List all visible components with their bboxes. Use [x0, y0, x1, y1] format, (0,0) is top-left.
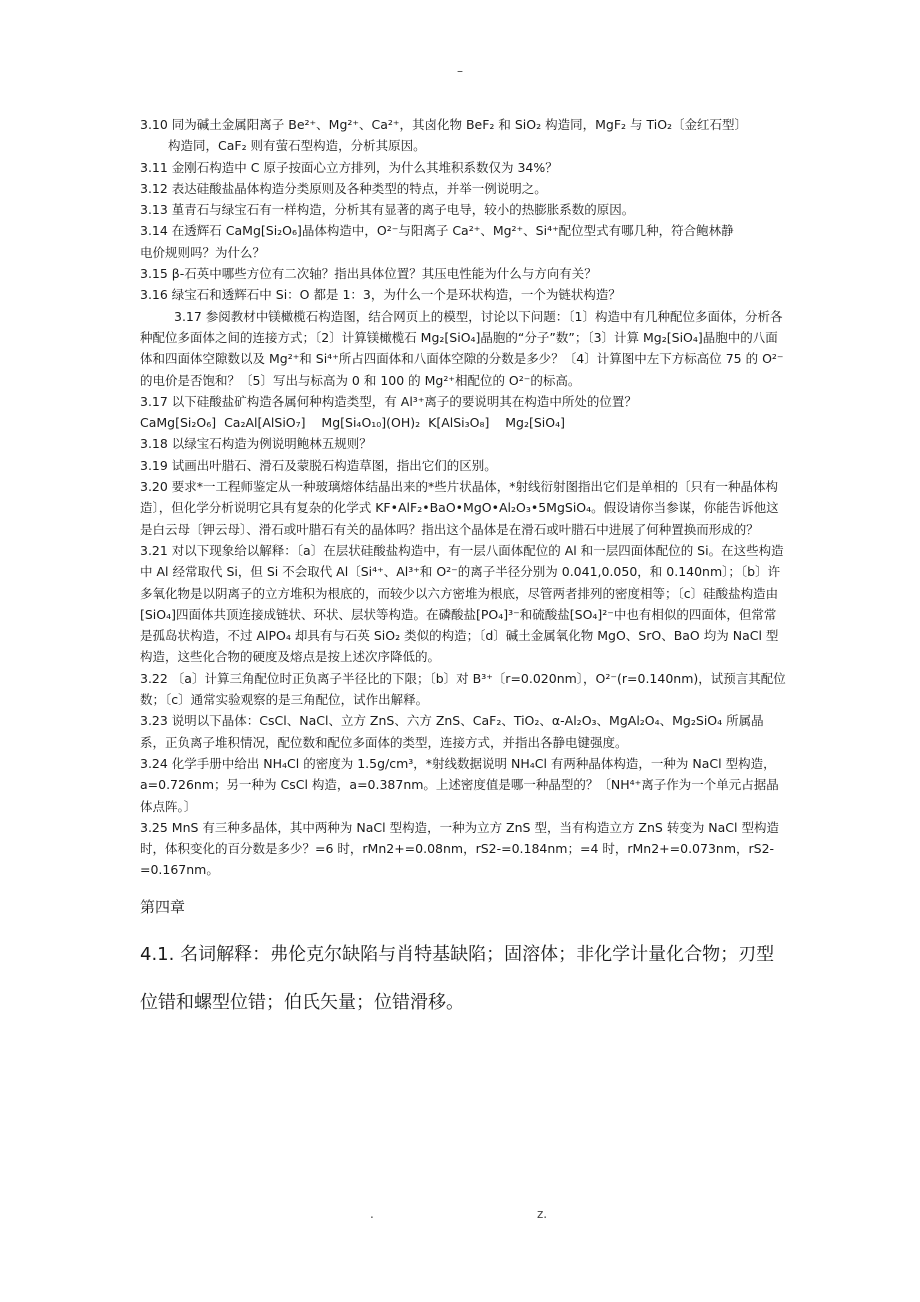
question-3-21: 3.21 对以下现象给以解释：〔a〕在层状硅酸盐构造中，有一层八面体配位的 Al 和一层四面体配位的 Si。在这些构造中 Al 经常取代 Si，但 Si 不会取代 Al〔Si⁴⁺、Al³⁺和 O²⁻的离子半径分别为 0.041,0.050，和 0.140nm〕；〔b〕许多氧化物是以阴离子的立方堆积为根底的，而较少以六方密堆为根底，尽管两者排列的密度相等；〔c〕硅酸盐构造由[SiO₄]四面体共顶连接成链状、环状、层状等构造。在磷酸盐[PO₄]³⁻和硫酸盐[SO₄]²⁻中也有相似的四面体，但常常是孤岛状构造，不过 AlPO₄ 却具有与石英 SiO₂ 类似的构造；〔d〕碱土金属氧化物 MgO、SrO、BaO 均为 NaCl 型构造，这些化合物的硬度及熔点是按上述次序降低的。 [140, 542, 784, 665]
question-3-15: 3.15 β-石英中哪些方位有二次轴？指出具体位置？其压电性能为什么与方向有关？ [140, 266, 597, 282]
question-3-13: 3.13 堇青石与绿宝石有一样构造，分析其有显著的离子电导，较小的热膨胀系数的原因。 [140, 202, 635, 218]
document-body [140, 114, 786, 1027]
question-3-22: 3.22 〔a〕计算三角配位时正负离子半径比的下限；〔b〕对 B³⁺〔r=0.020nm〕，O²⁻(r=0.140nm)，试预言其配位数；〔c〕通常实验观察的是三角配位，试作出解释。 [140, 670, 786, 708]
question-4-1-line-2: 位错和螺型位错；伯氏矢量；位错滑移。 [140, 991, 464, 1013]
chapter-heading: 第四章 [140, 897, 186, 916]
question-3-23: 3.23 说明以下晶体：CsCl、NaCl、立方 ZnS、六方 ZnS、CaF₂、TiO₂、α-Al₂O₃、MgAl₂O₄、Mg₂SiO₄ 所属晶系，正负离子堆积情况，配位数和配位多面体的类型，连接方式，并指出各静电键强度。 [140, 713, 764, 750]
question-3-11: 3.11 金刚石构造中 C 原子按面心立方排列，为什么其堆积系数仅为 34%？ [140, 159, 558, 175]
question-3-19: 3.19 试画出叶腊石、滑石及蒙脱石构造草图，指出它们的区别。 [140, 457, 497, 473]
question-3-20: 3.20 要求*一工程师鉴定从一种玻璃熔体结晶出来的*些片状晶体，*射线衍射图指出它们是单相的〔只有一种晶体构造〕，但化学分析说明它具有复杂的化学式 KF•AlF₂•BaO•MgO•Al₂O₃•5MgSiO₄。假设请你当参谋，你能告诉他这是白云母〔钾云母〕、滑石或叶腊石有关的晶体吗？指出这个晶体是在滑石或叶腊石中进展了何种置换而形成的？ [140, 479, 779, 537]
question-3-24: 3.24 化学手册中给出 NH₄Cl 的密度为 1.5g/cm³，*射线数据说明 NH₄Cl 有两种晶体构造，一种为 NaCl 型构造，a=0.726nm；另一种为 CsCl 构造，a=0.387nm。上述密度值是哪一种晶型的？〔NH⁴⁺离子作为一个单元占据晶体点阵。〕 [140, 755, 779, 814]
question-3-17-forsterite: 3.17 参阅教材中镁橄榄石构造图，结合网页上的模型，讨论以下问题：〔1〕构造中有几种配位多面体，分析各种配位多面体之间的连接方式；〔2〕计算镁橄榄石 Mg₂[SiO₄]晶胞的“分子”数”；〔3〕计算 Mg₂[SiO₄]晶胞中的八面体和四面体空隙数以及 Mg²⁺和 Si⁴⁺所占四面体和八面体空隙的分数是多少？〔4〕计算图中左下方标高位 75 的 O²⁻的电价是否饱和？〔5〕写出与标高为 0 和 100 的 Mg²⁺相配位的 O²⁻的标高。 [140, 308, 784, 388]
question-3-17-silicates: 3.17 以下硅酸盐矿构造各属何种构造类型，有 Al³⁺离子的要说明其在构造中所处的位置？ [140, 393, 637, 409]
question-3-18: 3.18 以绿宝石构造为例说明鲍林五规则？ [140, 436, 372, 452]
question-4-1-line-1: 4.1. 名词解释：弗伦克尔缺陷与肖特基缺陷；固溶体；非化学计量化合物；刃型 [140, 943, 775, 965]
question-3-12: 3.12 表达硅酸盐晶体构造分类原则及各种类型的特点，并举一例说明之。 [140, 180, 547, 196]
page-header-mark: – [457, 64, 463, 78]
page-footer [0, 1207, 920, 1223]
question-3-16: 3.16 绿宝石和透辉石中 Si：O 都是 1：3，为什么一个是环状构造，一个为链状构造？ [140, 287, 621, 303]
question-3-10-line-1: 3.10 同为碱土金属阳离子 Be²⁺、Mg²⁺、Ca²⁺，其卤化物 BeF₂ 和 SiO₂ 构造同，MgF₂ 与 TiO₂〔金红石型〕 [140, 117, 748, 132]
question-3-10-line-2: 构造同，CaF₂ 则有萤石型构造，分析其原因。 [168, 138, 426, 154]
footer-left-mark: . [370, 1207, 374, 1221]
question-3-25: 3.25 MnS 有三种多晶体，其中两种为 NaCl 型构造，一种为立方 ZnS 型，当有构造立方 ZnS 转变为 NaCl 型构造时，体积变化的百分数是多少？=6 时，rMn2+=0.08nm，rS2-=0.184nm；=4 时，rMn2+=0.073nm，rS2-=0.167nm。 [140, 819, 779, 878]
footer-right-mark: z. [537, 1207, 548, 1221]
question-3-14-line-2: 电价规则吗？为什么？ [140, 244, 266, 260]
silicate-formula-list: CaMg[Si₂O₆] Ca₂Al[AlSiO₇] Mg[Si₄O₁₀](OH)₂ K[AlSi₃O₈] Mg₂[SiO₄] [140, 415, 566, 431]
question-3-14-line-1: 3.14 在透辉石 CaMg[Si₂O₆]晶体构造中，O²⁻与阳离子 Ca²⁺、Mg²⁺、Si⁴⁺配位型式有哪几种，符合鲍林静 [140, 223, 734, 239]
